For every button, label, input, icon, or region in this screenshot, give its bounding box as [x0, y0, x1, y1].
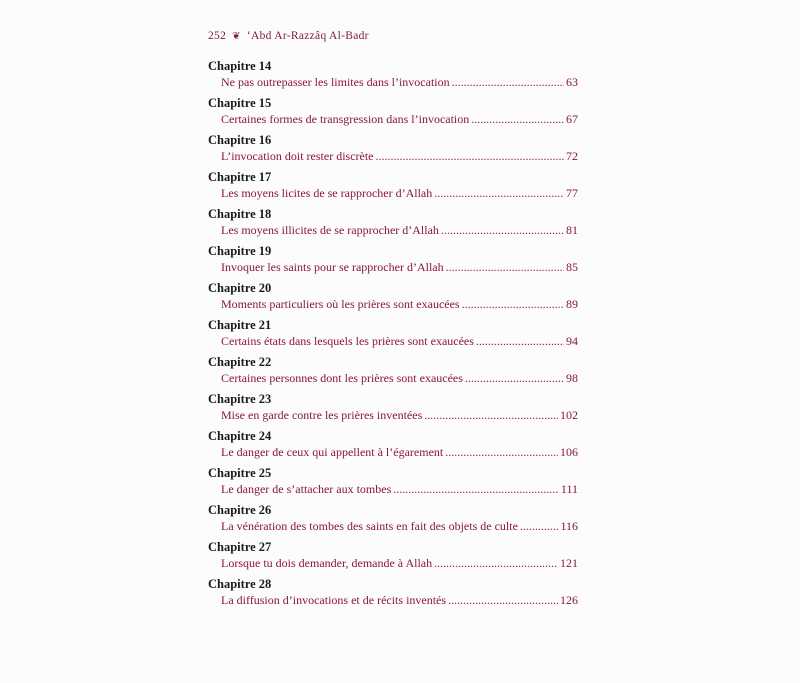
chapter-label: Chapitre 18 [208, 207, 272, 221]
chapter-title: Ne pas outrepasser les limites dans l’invocation [221, 75, 450, 89]
toc-line [208, 74, 578, 90]
chapter-title: Lorsque tu dois demander, demande à Allah [221, 556, 433, 570]
chapter-title: Certaines personnes dont les prières sont exaucées [221, 371, 463, 385]
toc-entry [208, 428, 578, 465]
chapter-label: Chapitre 16 [208, 133, 272, 147]
chapter-title: Invoquer les saints pour se rapprocher d’Allah [221, 260, 444, 274]
toc-line [208, 222, 578, 238]
fleuron-icon: ❦ [232, 30, 241, 42]
toc-entry [208, 317, 578, 354]
table-of-contents [208, 58, 578, 613]
chapter-title: L’invocation doit rester discrète [221, 149, 374, 163]
chapter-page-number: 116 [560, 519, 578, 533]
chapter-page-number: 72 [566, 149, 578, 163]
chapter-label: Chapitre 19 [208, 244, 272, 258]
chapter-label: Chapitre 21 [208, 318, 272, 332]
toc-entry [208, 95, 578, 132]
running-header [208, 30, 369, 42]
chapter-page-number: 94 [566, 334, 578, 348]
dot-leader [445, 444, 558, 460]
dot-leader [465, 370, 564, 386]
toc-line [208, 518, 578, 534]
chapter-page-number: 126 [560, 593, 578, 607]
toc-line [208, 555, 578, 571]
chapter-title: Certaines formes de transgression dans l’invocation [221, 112, 470, 126]
chapter-title: Le danger de s’attacher aux tombes [221, 482, 392, 496]
chapter-page-number: 121 [560, 556, 578, 570]
toc-line [208, 111, 578, 127]
chapter-title: La vénération des tombes des saints en fait des objets de culte [221, 519, 518, 533]
toc-entry [208, 206, 578, 243]
dot-leader [448, 592, 558, 608]
toc-line [208, 185, 578, 201]
toc-line [208, 370, 578, 386]
chapter-label: Chapitre 25 [208, 466, 272, 480]
toc-line [208, 333, 578, 349]
chapter-page-number: 98 [566, 371, 578, 385]
chapter-label: Chapitre 17 [208, 170, 272, 184]
chapter-title: Moments particuliers où les prières sont exaucées [221, 297, 460, 311]
chapter-page-number: 85 [566, 260, 578, 274]
dot-leader [446, 259, 564, 275]
chapter-label: Chapitre 24 [208, 429, 272, 443]
page-number: 252 [208, 30, 227, 42]
toc-entry [208, 465, 578, 502]
chapter-label: Chapitre 23 [208, 392, 272, 406]
chapter-title: Le danger de ceux qui appellent à l’égarement [221, 445, 444, 459]
author-name: ‘Abd Ar-Razzâq Al-Badr [246, 30, 369, 42]
toc-entry [208, 539, 578, 576]
toc-line [208, 481, 578, 497]
chapter-title: Les moyens illicites de se rapprocher d’Allah [221, 223, 439, 237]
chapter-label: Chapitre 28 [208, 577, 272, 591]
chapter-page-number: 63 [566, 75, 578, 89]
dot-leader [393, 481, 559, 497]
dot-leader [376, 148, 564, 164]
chapter-title: Certains états dans lesquels les prières sont exaucées [221, 334, 474, 348]
toc-entry [208, 502, 578, 539]
toc-line [208, 296, 578, 312]
toc-line [208, 148, 578, 164]
toc-entry [208, 280, 578, 317]
dot-leader [434, 185, 564, 201]
dot-leader [452, 74, 564, 90]
toc-entry [208, 132, 578, 169]
dot-leader [520, 518, 559, 534]
dot-leader [471, 111, 564, 127]
chapter-page-number: 81 [566, 223, 578, 237]
chapter-label: Chapitre 15 [208, 96, 272, 110]
chapter-title: Les moyens licites de se rapprocher d’Allah [221, 186, 433, 200]
chapter-page-number: 89 [566, 297, 578, 311]
toc-line [208, 407, 578, 423]
chapter-label: Chapitre 14 [208, 59, 272, 73]
toc-line [208, 592, 578, 608]
dot-leader [434, 555, 558, 571]
chapter-page-number: 111 [560, 482, 578, 496]
toc-entry [208, 58, 578, 95]
toc-entry [208, 354, 578, 391]
chapter-page-number: 77 [566, 186, 578, 200]
chapter-page-number: 106 [560, 445, 578, 459]
chapter-label: Chapitre 27 [208, 540, 272, 554]
toc-line [208, 444, 578, 460]
dot-leader [441, 222, 564, 238]
toc-entry [208, 391, 578, 428]
chapter-label: Chapitre 22 [208, 355, 272, 369]
toc-line [208, 259, 578, 275]
chapter-title: Mise en garde contre les prières inventées [221, 408, 423, 422]
dot-leader [462, 296, 564, 312]
chapter-page-number: 102 [560, 408, 578, 422]
toc-entry [208, 576, 578, 613]
dot-leader [424, 407, 558, 423]
chapter-label: Chapitre 26 [208, 503, 272, 517]
toc-entry [208, 169, 578, 206]
chapter-title: La diffusion d’invocations et de récits inventés [221, 593, 447, 607]
dot-leader [476, 333, 564, 349]
chapter-page-number: 67 [566, 112, 578, 126]
toc-entry [208, 243, 578, 280]
chapter-label: Chapitre 20 [208, 281, 272, 295]
